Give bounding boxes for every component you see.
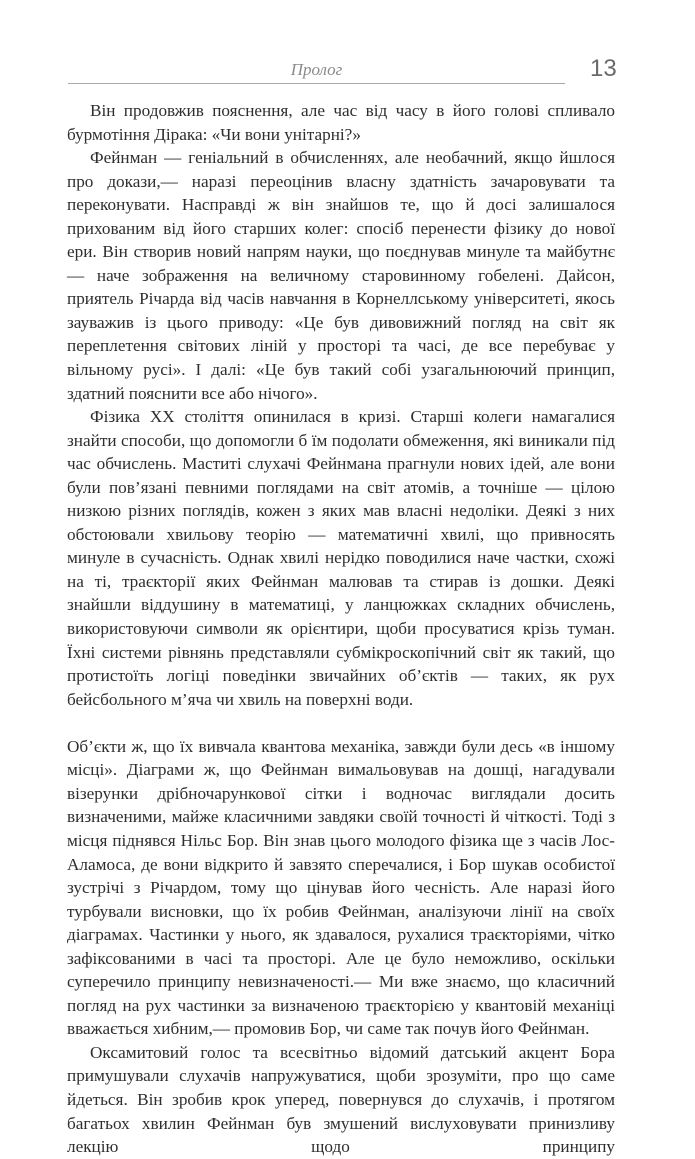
paragraph-4: Об’єкти ж, що їх вивчала квантова механіка, завжди були десь «в іншому місці». Діаграми ж, що Фейнман вимальовував на дошці, нагадували візерунки дрібночарункової сітки і водночас виглядали досить визначеними, майже класичними завдяки своїй точності й чіткості. Тоді з місця піднявся Нільс Бор. Він знав цього молодого фізика ще з часів Лос-Аламоса, де вони відкрито й завзято сперечалися, і Бор шукав особистої зустрічі з Річардом, тому що цінував його чесність. Але наразі його турбували висновки, що їх робив Фейнман, аналізуючи лінії на своїх діаграмах. Частинки у нього, як здавалося, рухалися траєкторіями, чітко зафіксованими в часі та просторі. Але це було неможливо, оскільки суперечило принципу невизначеності.— Ми вже знаємо, що класичний погляд на рух частинки за визначеною траєкторією у квантовій механіці вважається хибним,— промовив Бор, чи саме так почув його Фейнман.	[67, 736, 615, 1039]
section-break	[67, 711, 615, 735]
paragraph-5: Оксамитовий голос та всесвітньо відомий датський акцент Бора примушували слухачів напружуватися, щоби зрозуміти, про що саме йдеться. Він зробив крок уперед, повернувся до слухачів, і протягом багатьох хвилин Фейнман був змушений вислуховувати принизливу лекцію щодо принципу	[67, 1042, 615, 1157]
page-number: 13	[590, 55, 617, 82]
paragraph-2: Фейнман — геніальний в обчисленнях, але необачний, якщо йшлося про докази,— наразі переоцінив власну здатність зачаровувати та переконувати. Насправді ж він знайшов те, що й досі залишалося прихованим від його старших колег: спосіб перенести фізику до нової ери. Він створив новий напрям науки, що поєднував минуле та майбутнє — наче зображення на величному старовинному гобелені. Дайсон, приятель Річарда від часів навчання в Корнеллському університеті, якось зауважив із цього приводу: «Це був дивовижний погляд на світ як переплетення світових ліній у просторі та часі, де все перебуває у вільному русі». І далі: «Це був такий собі узагальнюючий принцип, здатний пояснити все або нічого».	[67, 148, 615, 403]
paragraph-3: Фізика XX століття опинилася в кризі. Старші колеги намагалися знайти способи, що допомогли б їм подолати обмеження, які виникали під час обчислень. Маститі слухачі Фейнмана прагнули нових ідей, але вони були пов’язані певними поглядами на світ атомів, а точніше — цілою низкою різних поглядів, кожен з яких мав власні недоліки. Деякі з них обстоювали хвильову теорію — математичні хвилі, що привносять минуле в сучасність. Однак хвилі нерідко поводилися наче частки, схожі на ті, траєкторії яких Фейнман малював та стирав із дошки. Деякі знайшли віддушину в математиці, у ланцюжках складних обчислень, використовуючи символи як орієнтири, щоби просуватися крізь туман. Їхні системи рівнянь представляли субмікроскопічний світ як такий, що протистоїть логіці поведінки звичайних об’єктів — таких, як рух бейсбольного м’яча чи хвиль на поверхні води.	[67, 407, 615, 709]
header-rule	[68, 83, 565, 84]
page-header	[68, 54, 616, 86]
running-title: Пролог	[290, 60, 343, 79]
paragraph-1: Він продовжив пояснення, але час від часу в його голові спливало бурмотіння Дірака: «Чи вони унітарні?»	[67, 101, 615, 144]
